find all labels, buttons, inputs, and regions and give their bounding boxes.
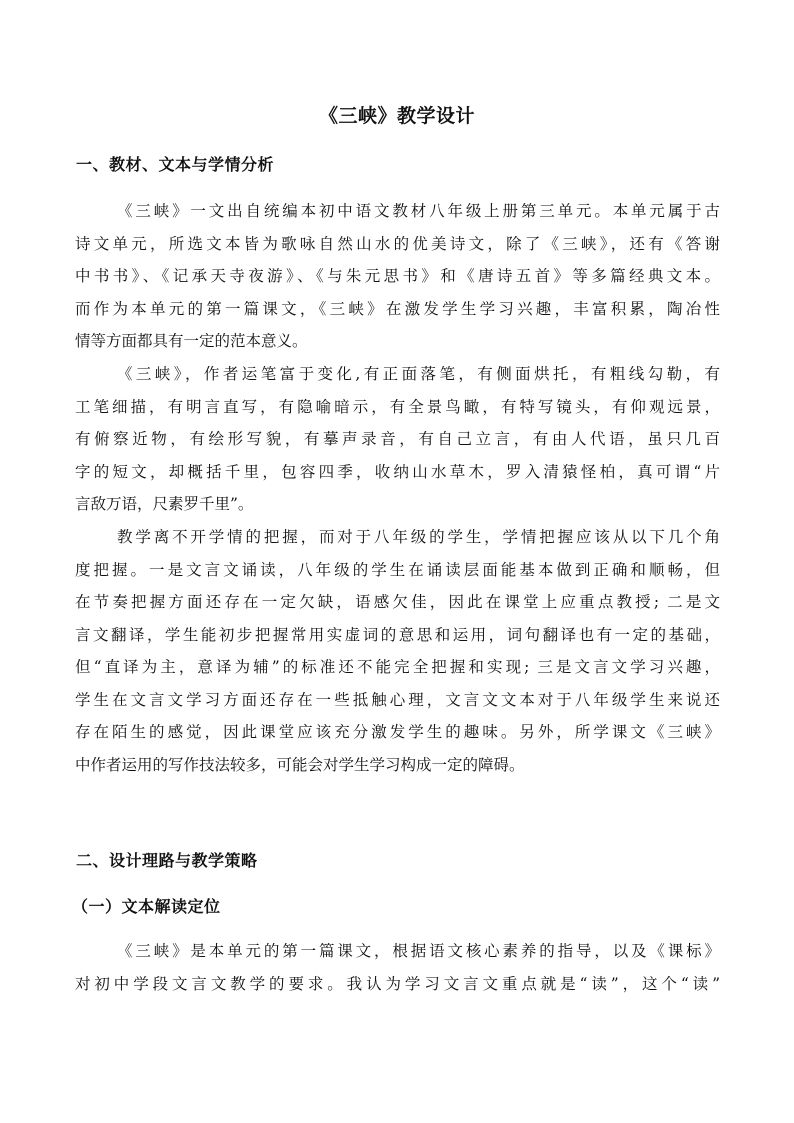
text-line: 学生在文言文学习方面还存在一些抵触心理，文言文文本对于八年级学生来说还 [75,690,720,709]
paragraph-text-analysis [75,358,720,521]
text-line: 言敌万语，尺素罗千里”。 [75,495,254,513]
text-line: 但“直译为主，意译为辅”的标准还不能完全把握和实现; 三是文言文学习兴趣， [75,658,720,676]
text-line: 对初中学段文言文教学的要求。我认为学习文言文重点就是“读”，这个“读” [75,974,720,993]
section-heading-analysis: 一、教材、文本与学情分析 [76,155,275,174]
text-line: 而作为本单元的第一篇课文，《三峡》在激发学生学习兴趣，丰富积累，陶冶性 [75,299,720,318]
text-line: 情等方面都具有一定的范本意义。 [75,332,308,350]
text-line: 字的短文，却概括千里，包容四季，收纳山水草木，罗入清猿怪柏，真可谓“片 [75,462,720,481]
document-title: 《三峡》教学设计 [318,105,475,127]
text-line: 工笔细描，有明言直写，有隐喻暗示，有全景鸟瞰，有特写镜头，有仰观远景， [75,397,720,416]
paragraph-student-analysis [75,521,720,781]
text-line: 《三峡》，作者运笔富于变化,有正面落笔，有侧面烘托，有粗线勾勒，有 [117,365,720,383]
text-line: 《三峡》一文出自统编本初中语文教材八年级上册第三单元。本单元属于古 [117,202,720,220]
text-line: 中作者运用的写作技法较多，可能会对学生学习构成一定的障碍。 [75,755,525,774]
text-line: 度把握。一是文言文诵读，八年级的学生在诵读层面能基本做到正确和顺畅，但 [75,560,720,579]
paragraph-reading-position [75,935,720,1000]
paragraph-textbook [75,195,720,358]
text-line: 言文翻译，学生能初步把握常用实虚词的意思和运用，词句翻译也有一定的基础， [75,625,720,644]
text-line: 中书书》、《记承天寺夜游》、《与朱元思书》和《唐诗五首》等多篇经典文本。 [75,267,720,285]
text-line: 有俯察近物，有绘形写貌，有摹声录音，有自己立言，有由人代语，虽只几百 [75,430,720,448]
text-line: 《三峡》是本单元的第一篇课文，根据语文核心素养的指导，以及《课标》 [117,942,720,960]
text-line: 诗文单元，所选文本皆为歌咏自然山水的优美诗文，除了《三峡》，还有《答谢 [75,234,720,253]
section-heading-design: 二、设计理路与教学策略 [76,851,258,870]
text-line: 存在陌生的感觉，因此课堂应该充分激发学生的趣味。另外，所学课文《三峡》 [75,723,720,741]
text-line: 在节奏把握方面还存在一定欠缺，语感欠佳，因此在课堂上应重点教授; 二是文 [75,593,720,611]
text-line: 教学离不开学情的把握，而对于八年级的学生，学情把握应该从以下几个角 [117,528,720,546]
subsection-heading-text-reading: （一）文本解读定位 [72,897,221,916]
